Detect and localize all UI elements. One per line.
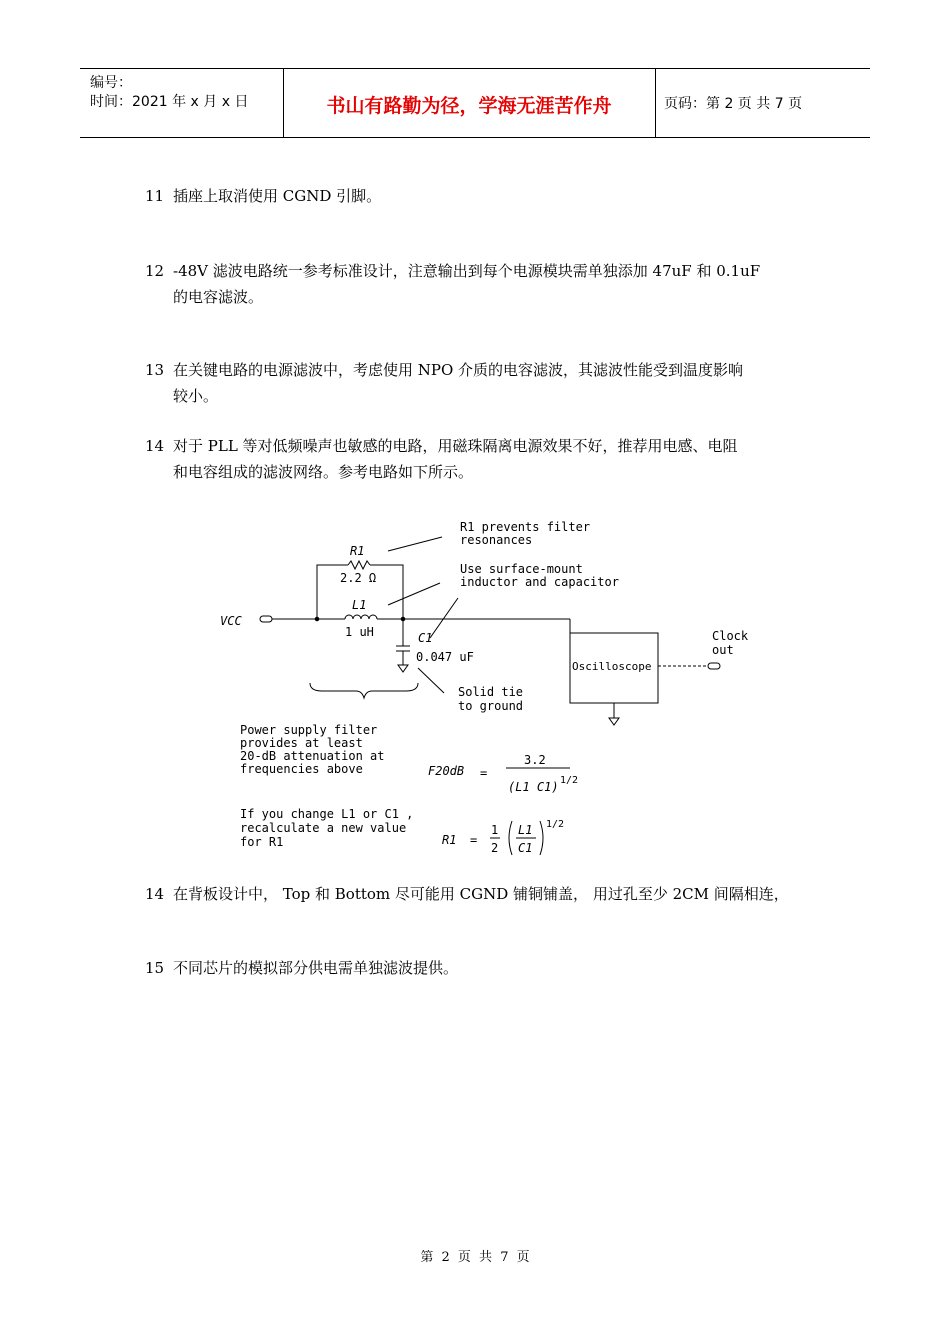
pll-filter-circuit-diagram [200,505,760,865]
formula-ratio-denominator: C1 [518,841,533,855]
item-text: 对于 PLL 等对低频噪声也敏感的电路，用磁珠隔离电源效果不好，推荐用电感、电阻 [173,437,738,455]
l1-value: 1 uH [345,625,374,639]
header-motto-cell [283,69,656,137]
formula-half-numerator: 1 [491,823,499,837]
clock-out-label: Clock [712,629,749,643]
page-footer: 第 2 页 共 7 页 [420,1250,530,1265]
item-text-continued: 和电容组成的滤波网络。参考电路如下所示。 [173,463,474,481]
item-14b [145,881,825,907]
f20db-label: F20dB [428,764,465,778]
ground-note: to ground [458,699,524,713]
r1-note: resonances [460,533,533,547]
item-number: 14 [145,885,165,903]
r1-note: R1 prevents filter [460,520,591,534]
vcc-terminal [260,616,272,622]
filter-note: Power supply filter [240,723,378,737]
item-text: -48V 滤波电路统一参考标准设计，注意输出到每个电源模块需单独添加 47uF 和 0.1uF [173,262,761,280]
change-note: recalculate a new value [240,821,407,835]
change-note: If you change L1 or C1 , [240,807,414,821]
clock-out-label: out [712,643,734,657]
item-number: 11 [145,187,165,205]
clock-out-terminal [708,663,720,669]
formula-half-denominator: 2 [491,841,499,855]
smt-note: inductor and capacitor [460,575,619,589]
c1-value: 0.047 uF [416,650,474,664]
resistor-r1 [348,561,370,569]
item-number: 13 [145,361,165,379]
filter-note: provides at least [240,736,363,750]
paren-right [540,821,543,855]
formula-numerator: 3.2 [524,753,546,767]
item-12 [145,258,825,310]
item-14 [145,433,825,485]
item-11 [145,183,825,209]
brace [310,683,418,698]
callout-line [388,583,440,605]
item-text: 插座上取消使用 CGND 引脚。 [173,187,382,205]
ground-symbol [609,718,619,725]
item-text-continued: 的电容滤波。 [173,288,264,306]
item-15 [145,955,825,981]
item-text: 在关键电路的电源滤波中，考虑使用 NPO 介质的电容滤波，其滤波性能受到温度影响 [173,361,744,379]
item-number: 12 [145,262,165,280]
l1-label: L1 [352,598,367,612]
item-text-continued: 较小。 [173,387,219,405]
r1-value: 2.2 Ω [340,571,377,585]
formula-exponent: 1/2 [560,775,579,786]
paren-left [509,821,512,855]
item-number: 14 [145,437,165,455]
equals-sign: = [470,833,478,847]
vcc-label: VCC [220,614,242,628]
callout-line [418,668,444,693]
header-meta-cell [80,69,284,137]
callout-line [388,537,442,551]
smt-note: Use surface-mount [460,562,583,576]
item-number: 15 [145,959,165,977]
doc-number: 编号： [90,75,132,91]
item-13 [145,357,825,409]
item-text: 不同芯片的模拟部分供电需单独滤波提供。 [173,959,459,977]
filter-note: frequencies above [240,762,363,776]
motto: 书山有路勤为径，学海无涯苦作舟 [326,95,612,117]
change-note: for R1 [240,835,284,849]
doc-time: 时间：2021 年 x 月 x 日 [90,94,249,110]
r1-formula-label: R1 [442,833,457,847]
inductor-l1 [345,615,377,619]
formula-ratio-numerator: L1 [518,823,533,837]
equals-sign: = [480,766,488,780]
formula-denominator: (L1 C1) [508,780,559,794]
callout-line [430,598,458,638]
ground-note: Solid tie [458,685,524,699]
header-page-cell [656,69,870,137]
ground-symbol [398,665,408,672]
formula-exponent: 1/2 [546,819,565,830]
item-text: 在背板设计中， Top 和 Bottom 尽可能用 CGND 铺铜铺盖， 用过孔至少 2CM 间隔相连， [173,885,789,903]
c1-label: C1 [418,631,433,645]
r1-label: R1 [350,544,365,558]
page-code: 页码：第 2 页 共 7 页 [664,96,803,112]
page-header [80,68,870,138]
oscilloscope-label: Oscilloscope [572,660,652,673]
filter-note: 20-dB attenuation at [240,749,385,763]
